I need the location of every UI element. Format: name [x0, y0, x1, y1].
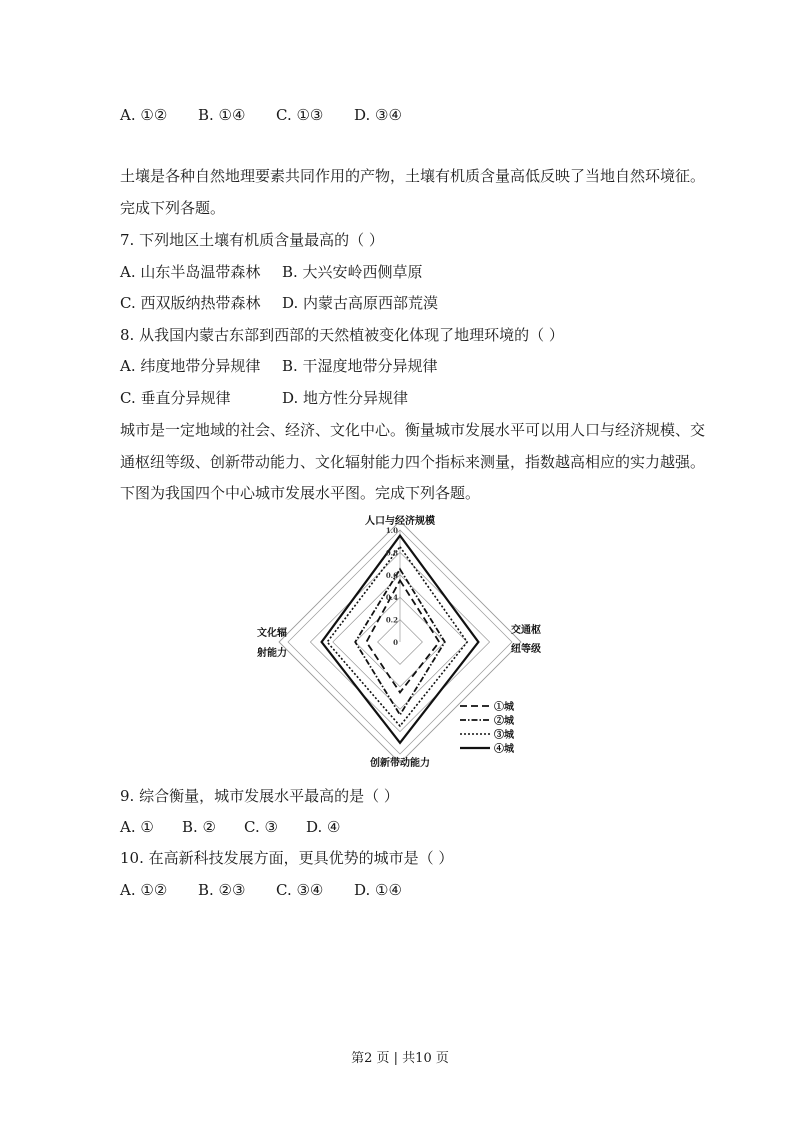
question-8-stem: 8. 从我国内蒙古东部到西部的天然植被变化体现了地理环境的（ ） [120, 326, 564, 344]
option: B. ② [182, 818, 217, 836]
city-intro-line: 城市是一定地域的社会、经济、文化中心。衡量城市发展水平可以用人口与经济规模、交 [120, 421, 706, 439]
question-8-options-row [120, 356, 438, 376]
option: D. 内蒙古高原西部荒漠 [282, 294, 439, 312]
question-9-options-row [120, 817, 340, 837]
soil-intro-line: 完成下列各题。 [120, 199, 226, 217]
option: A. 山东半岛温带森林 [120, 263, 261, 281]
question-10-options-row [120, 880, 402, 900]
option: C. ①③ [276, 106, 324, 124]
axis-label-right-2: 纽等级 [511, 644, 541, 655]
option: A. ①② [120, 106, 168, 124]
option: D. ①④ [354, 881, 402, 899]
tick-label: 0 [393, 638, 398, 647]
legend-label: ③城 [494, 730, 514, 741]
option: B. 干湿度地带分异规律 [282, 357, 438, 375]
option: B. ②③ [198, 881, 246, 899]
tick-label: 0.4 [385, 593, 398, 603]
axis-label-bottom: 创新带动能力 [370, 758, 430, 769]
question-7-options-row [120, 293, 438, 313]
chart-legend [460, 700, 515, 755]
option: D. 地方性分异规律 [282, 389, 409, 407]
question-10-stem: 10. 在高新科技发展方面，更具优势的城市是（ ） [120, 849, 454, 867]
legend-label: ④城 [494, 744, 514, 755]
option: C. 西双版纳热带森林 [120, 294, 261, 312]
soil-intro-line: 土壤是各种自然地理要素共同作用的产物，土壤有机质含量高低反映了当地自然环境征。 [120, 167, 706, 185]
axis-label-right-1: 交通枢 [511, 625, 541, 636]
tick-label: 0.8 [385, 548, 398, 558]
tick-label: 1.0 [385, 526, 398, 535]
axis-label-left-1: 文化辐 [257, 628, 287, 639]
city-intro-line: 通枢纽等级、创新带动能力、文化辐射能力四个指标来测量，指数越高相应的实力越强。 [120, 453, 706, 471]
tick-label: 0.2 [385, 615, 398, 625]
city-development-radar-chart [240, 512, 560, 770]
city-intro-line: 下图为我国四个中心城市发展水平图。完成下列各题。 [120, 484, 481, 502]
option: B. 大兴安岭西侧草原 [282, 263, 423, 281]
axis-label-top: 人口与经济规模 [365, 516, 435, 527]
option: C. ③ [244, 818, 278, 836]
legend-label: ②城 [494, 716, 514, 727]
option: C. ③④ [276, 881, 324, 899]
question-7-stem: 7. 下列地区土壤有机质含量最高的（ ） [120, 231, 384, 249]
option: D. ④ [306, 818, 341, 836]
question-7-options-row [120, 262, 423, 282]
question-9-stem: 9. 综合衡量，城市发展水平最高的是（ ） [120, 787, 399, 805]
option: B. ①④ [198, 106, 246, 124]
prev-question-options [120, 105, 402, 125]
option: D. ③④ [354, 106, 402, 124]
axis-label-left-2: 射能力 [257, 648, 287, 659]
option: A. 纬度地带分异规律 [120, 357, 261, 375]
page-footer: 第2 页 | 共10 页 [351, 1051, 449, 1066]
option: A. ① [120, 818, 154, 836]
option: A. ①② [120, 881, 168, 899]
legend-label: ①城 [494, 702, 514, 713]
question-8-options-row [120, 388, 408, 408]
tick-label: 0.6 [385, 570, 398, 580]
option: C. 垂直分异规律 [120, 389, 231, 407]
